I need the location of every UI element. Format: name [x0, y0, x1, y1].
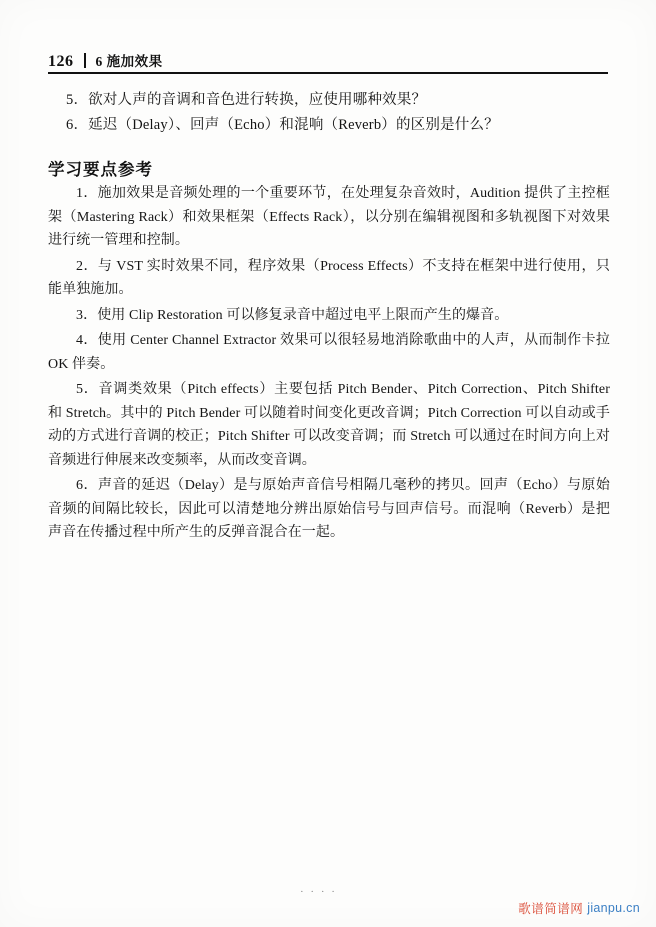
- watermark-domain: jianpu.cn: [587, 901, 640, 915]
- chapter-title: 6 施加效果: [95, 54, 163, 69]
- watermark: [518, 899, 640, 917]
- header-divider: [84, 53, 86, 68]
- question-item: 6．延迟（Delay）、回声（Echo）和混响（Reverb）的区别是什么？: [66, 117, 499, 133]
- watermark-site-name: 歌谱简谱网: [518, 902, 584, 916]
- footer-dots: · · · ·: [300, 886, 337, 898]
- question-item: 5．欲对人声的音调和音色进行转换，应使用哪种效果？: [66, 92, 427, 108]
- answer-item: 4．使用 Center Channel Extractor 效果可以很轻易地消除歌曲中的人声，从而制作卡拉 OK 伴奏。: [48, 333, 610, 372]
- header-rule: [48, 72, 608, 74]
- answer-item: 6．声音的延迟（Delay）是与原始声音信号相隔几毫秒的拷贝。回声（Echo）与原始音频的间隔比较长，因此可以清楚地分辨出原始信号与回声信号。而混响（Reverb）是把声音在传播过程中所产生的反弹音混合在一起。: [48, 478, 610, 540]
- page-header: [48, 50, 608, 71]
- answer-list: [48, 182, 610, 547]
- answer-item: 1．施加效果是音频处理的一个重要环节，在处理复杂音效时，Audition 提供了主控框架（Mastering Rack）和效果框架（Effects Rack），以分别在编辑视图和多轨视图下对效果进行统一管理和控制。: [48, 186, 610, 248]
- answer-item: 2．与 VST 实时效果不同，程序效果（Process Effects）不支持在框架中进行使用，只能单独施加。: [48, 258, 610, 297]
- answer-item: 3．使用 Clip Restoration 可以修复录音中超过电平上限而产生的爆音。: [76, 307, 509, 323]
- page-number: 126: [48, 53, 74, 70]
- question-list: [66, 88, 611, 138]
- section-heading: 学习要点参考: [48, 160, 153, 179]
- answer-item: 5．音调类效果（Pitch effects）主要包括 Pitch Bender、Pitch Correction、Pitch Shifter 和 Stretch。其中的 Pitch Bender 可以随着时间变化更改音调；Pitch Correction 可以自动或手动的方式进行音调的校正；Pitch Shifter 可以改变音调；而 Stretch 可以通过在时间方向上对音频进行伸展来改变频率，从而改变音调。: [48, 382, 610, 468]
